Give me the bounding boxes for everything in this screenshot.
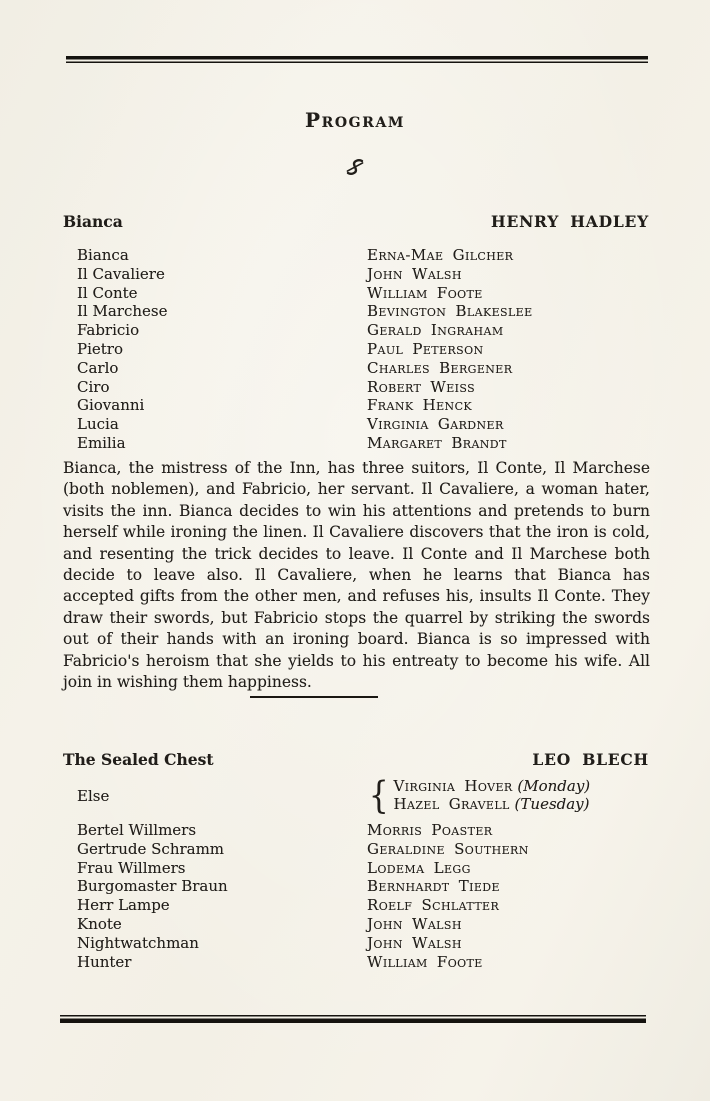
section-heading-sealed-chest bbox=[63, 750, 649, 769]
role-name: Hunter bbox=[77, 952, 132, 971]
performer-line bbox=[394, 796, 591, 814]
role-name: Burgomaster Braun bbox=[77, 877, 228, 896]
cast-row bbox=[63, 284, 649, 303]
performer-name: John Walsh bbox=[367, 933, 462, 952]
role-name: Carlo bbox=[77, 358, 119, 377]
cast-row bbox=[63, 896, 649, 915]
role-name: Gertrude Schramm bbox=[77, 839, 225, 858]
cast-row bbox=[63, 840, 649, 859]
performer-name: Morris Poaster bbox=[367, 821, 493, 839]
cast-row bbox=[63, 859, 649, 878]
role-name: Else bbox=[77, 786, 110, 805]
performer-name: Gerald Ingraham bbox=[367, 321, 504, 340]
cast-row bbox=[63, 434, 649, 453]
performance-day-note: (Monday) bbox=[517, 776, 591, 795]
synopsis-text: Bianca, the mistress of the Inn, has three suitors, Il Conte, Il Marchese (both noblemen), and Fabricio, her servant. Il Cavaliere, a woman hater, visits the inn. Bianca decides to win his attentions and pretends to burn herself while ironing the linen. Il Cavaliere discovers that the iron is cold, and resenting the trick decides to leave. Il Conte and Il Marchese both decide to leave also. Il Cavaliere, when he learns that Bianca has accepted gifts from the other men, and refuses his, insults Il Conte. They draw their swords, but Fabricio stops the quarrel by striking the swords out of their hands with an ironing board. Bianca is so impressed with Fabricio's heroism that she yields to his entreaty to become his wife. All join in wishing them happiness. bbox=[63, 459, 650, 692]
role-name: Herr Lampe bbox=[77, 896, 170, 915]
cast-row bbox=[63, 302, 649, 321]
cast-list-sealed-chest bbox=[63, 821, 649, 971]
performer-name: Margaret Brandt bbox=[367, 433, 507, 452]
cast-row bbox=[63, 415, 649, 434]
role-name: Emilia bbox=[77, 433, 126, 452]
brace-glyph: { bbox=[368, 774, 389, 817]
cast-row bbox=[63, 953, 649, 972]
performer-name: Geraldine Southern bbox=[367, 839, 529, 858]
swash-ornament-icon bbox=[0, 158, 710, 180]
performer-name: Bevington Blakeslee bbox=[367, 302, 533, 321]
composer-name: HENRY HADLEY bbox=[491, 212, 649, 231]
work-title: The Sealed Chest bbox=[63, 750, 214, 769]
cast-row bbox=[63, 246, 649, 265]
cast-list-bianca bbox=[63, 246, 649, 453]
role-name: Il Conte bbox=[77, 283, 138, 302]
role-name: Bertel Willmers bbox=[77, 821, 197, 839]
performer-name: John Walsh bbox=[367, 264, 462, 283]
performer-name: Erna-Mae Gilcher bbox=[367, 246, 514, 264]
dual-cast-entry bbox=[367, 774, 649, 817]
role-name: Nightwatchman bbox=[77, 933, 199, 952]
cast-row bbox=[63, 396, 649, 415]
performer-name: Virginia Gardner bbox=[367, 415, 504, 434]
section-divider bbox=[250, 696, 378, 698]
composer-name: LEO BLECH bbox=[532, 750, 649, 769]
role-name: Fabricio bbox=[77, 321, 140, 340]
cast-row bbox=[63, 321, 649, 340]
work-title: Bianca bbox=[63, 212, 123, 231]
performer-name: Frank Henck bbox=[367, 396, 473, 415]
role-name: Knote bbox=[77, 914, 122, 933]
role-name: Pietro bbox=[77, 339, 123, 358]
cast-row bbox=[63, 340, 649, 359]
performer-line bbox=[394, 778, 591, 796]
cast-row bbox=[63, 877, 649, 896]
performer-name: Charles Bergener bbox=[367, 358, 513, 377]
performance-day-note: (Tuesday) bbox=[514, 794, 590, 813]
section-heading-bianca bbox=[63, 212, 649, 231]
role-name: Il Cavaliere bbox=[77, 264, 165, 283]
cast-row bbox=[63, 359, 649, 378]
role-name: Frau Willmers bbox=[77, 858, 186, 877]
page-title: Program bbox=[304, 108, 406, 132]
performer-name: William Foote bbox=[367, 952, 483, 971]
role-name: Bianca bbox=[77, 246, 129, 264]
cast-row bbox=[63, 915, 649, 934]
top-double-rule bbox=[66, 56, 648, 64]
performer-name: William Foote bbox=[367, 283, 483, 302]
cast-row bbox=[63, 821, 649, 840]
performer-name: Virginia Hover bbox=[393, 776, 513, 795]
performer-name: Lodema Legg bbox=[367, 858, 471, 877]
cast-row bbox=[63, 378, 649, 397]
performer-name: Bernhardt Tiede bbox=[367, 877, 500, 896]
cast-row bbox=[63, 934, 649, 953]
performer-name: Paul Peterson bbox=[367, 339, 484, 358]
performer-name: John Walsh bbox=[367, 914, 462, 933]
performer-name: Hazel Gravell bbox=[393, 794, 510, 813]
role-name: Il Marchese bbox=[77, 302, 168, 321]
bottom-double-rule bbox=[60, 1015, 646, 1024]
role-name: Giovanni bbox=[77, 396, 145, 415]
role-name: Lucia bbox=[77, 415, 119, 434]
role-name: Ciro bbox=[77, 377, 110, 396]
cast-row-else bbox=[63, 774, 649, 817]
performer-name: Robert Weiss bbox=[367, 377, 476, 396]
performer-name: Roelf Schlatter bbox=[367, 896, 500, 915]
cast-row bbox=[63, 265, 649, 284]
